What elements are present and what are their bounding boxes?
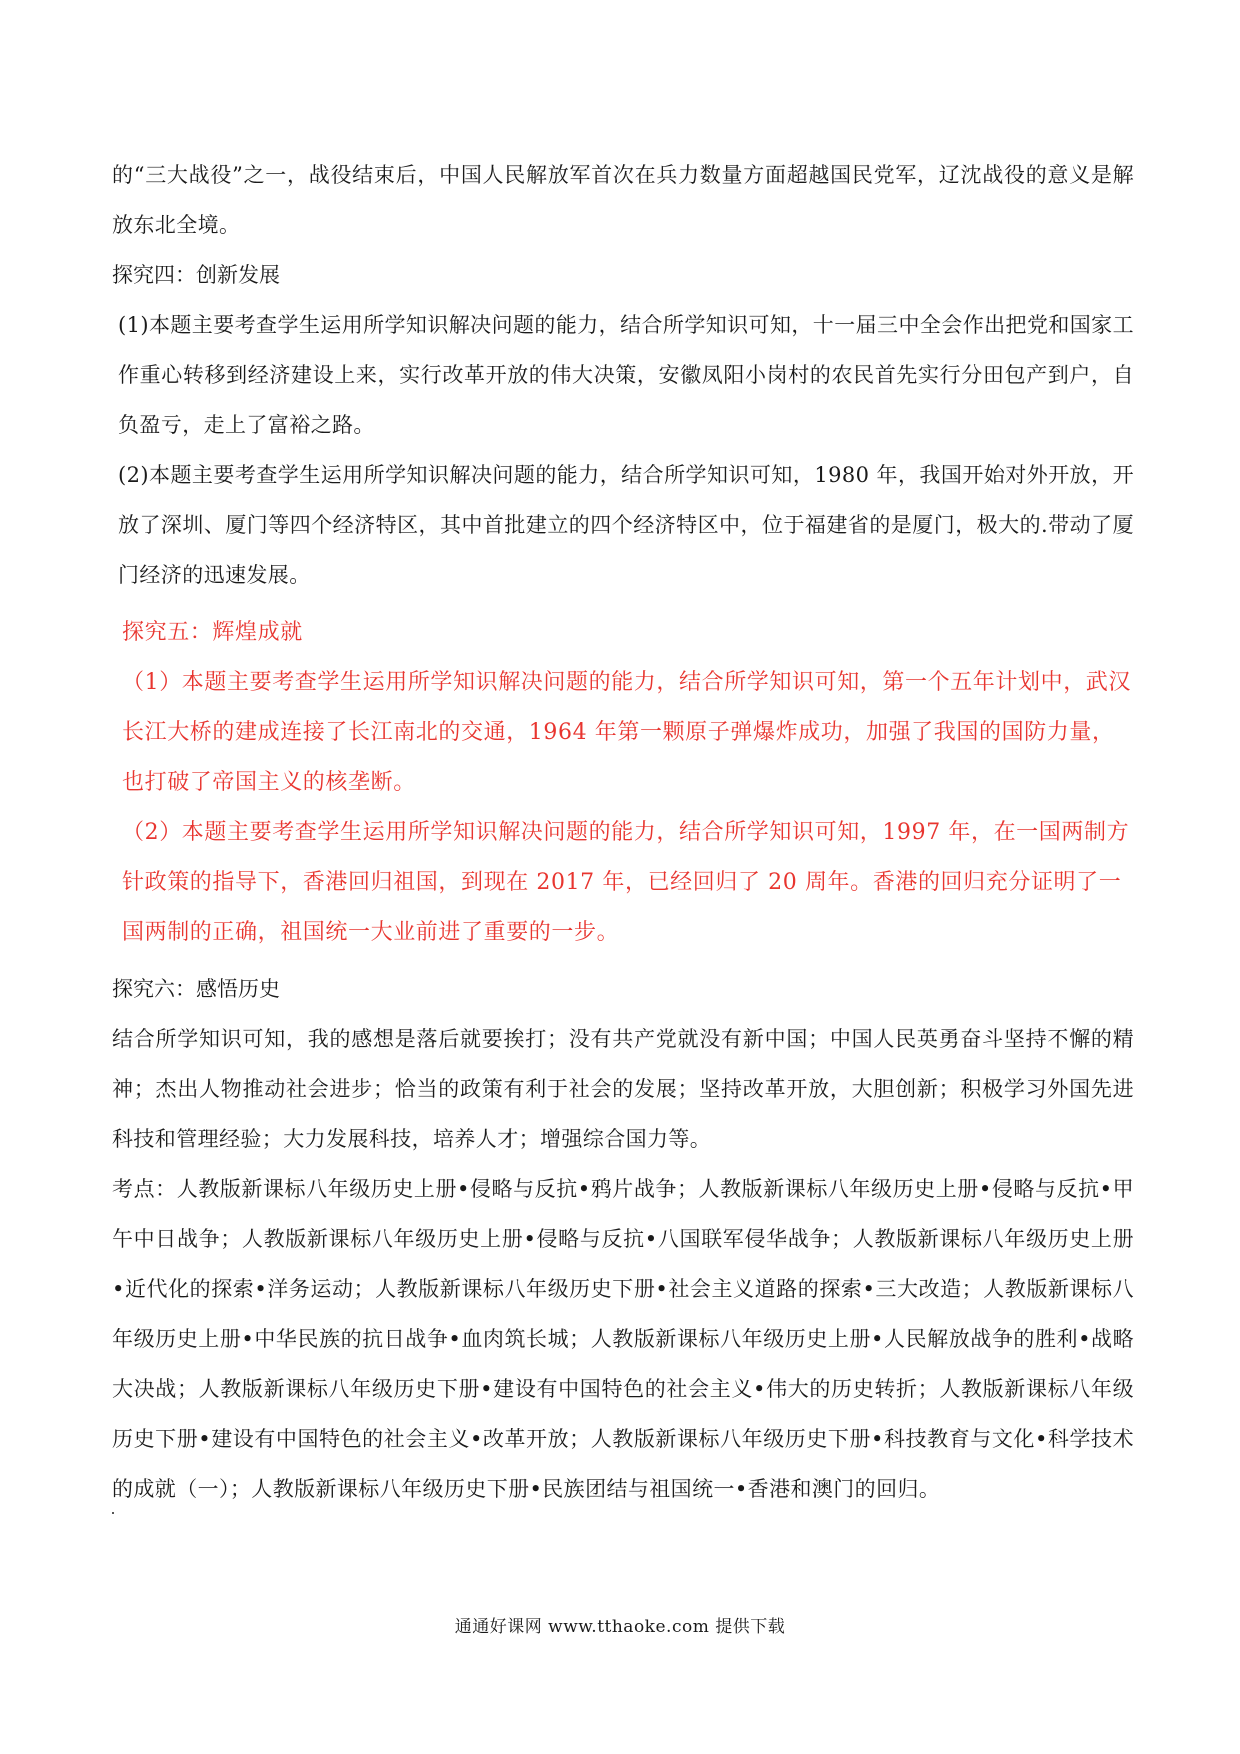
section5-block <box>112 608 1134 958</box>
section4-title: 探究四：创新发展 <box>112 263 280 287</box>
footer-text: 通通好课网 www.tthaoke.com 提供下载 <box>454 1617 786 1637</box>
kaodian-paragraph: 考点：人教版新课标八年级历史上册•侵略与反抗•鸦片战争；人教版新课标八年级历史上册•侵略与反抗•甲午中日战争；人教版新课标八年级历史上册•侵略与反抗•八国联军侵华战争；人教版新课标八年级历史上册•近代化的探索•洋务运动；人教版新课标八年级历史下册•社会主义道路的探索•三大改造；人教版新课标八年级历史上册•中华民族的抗日战争•血肉筑长城；人教版新课标八年级历史上册•人民解放战争的胜利•战略大决战；人教版新课标八年级历史下册•建设有中国特色的社会主义•伟大的历史转折；人教版新课标八年级历史下册•建设有中国特色的社会主义•改革开放；人教版新课标八年级历史下册•科技教育与文化•科学技术的成就（一）；人教版新课标八年级历史下册•民族团结与祖国统一•香港和澳门的回归。 <box>112 1177 1134 1501</box>
section5-item1: （1）本题主要考查学生运用所学知识解决问题的能力，结合所学知识可知，第一个五年计划中，武汉长江大桥的建成连接了长江南北的交通，1964 年第一颗原子弹爆炸成功，加强了我国的国防力量，也打破了帝国主义的核垄断。 <box>122 670 1131 795</box>
section6-title: 探究六：感悟历史 <box>112 977 280 1001</box>
section4-item1: (1)本题主要考查学生运用所学知识解决问题的能力，结合所学知识可知，十一届三中全会作出把党和国家工作重心转移到经济建设上来，实行改革开放的伟大决策，安徽凤阳小岗村的农民首先实行分田包产到户，自负盈亏，走上了富裕之路。 <box>118 313 1134 437</box>
section5-title: 探究五：辉煌成就 <box>122 620 303 645</box>
intro-paragraph: 的“三大战役”之一，战役结束后，中国人民解放军首次在兵力数量方面超越国民党军，辽沈战役的意义是解放东北全境。 <box>112 163 1134 237</box>
section4-item2: (2)本题主要考查学生运用所学知识解决问题的能力，结合所学知识可知，1980 年，我国开始对外开放，开放了深圳、厦门等四个经济特区，其中首批建立的四个经济特区中，位于福建省的是厦门，极大的.带动了厦门经济的迅速发展。 <box>118 463 1134 587</box>
section5-item2: （2）本题主要考查学生运用所学知识解决问题的能力，结合所学知识可知，1997 年，在一国两制方针政策的指导下，香港回归祖国，到现在 2017 年，已经回归了 20 周年。香港的回归充分证明了一国两制的正确，祖国统一大业前进了重要的一步。 <box>122 820 1130 945</box>
section6-body: 结合所学知识可知，我的感想是落后就要挨打；没有共产党就没有新中国；中国人民英勇奋斗坚持不懈的精神；杰出人物推动社会进步；恰当的政策有利于社会的发展；坚持改革开放，大胆创新；积极学习外国先进科技和管理经验；大力发展科技，培养人才；增强综合国力等。 <box>112 1027 1134 1151</box>
stray-dot <box>112 1512 114 1514</box>
document-body <box>112 150 1134 1514</box>
